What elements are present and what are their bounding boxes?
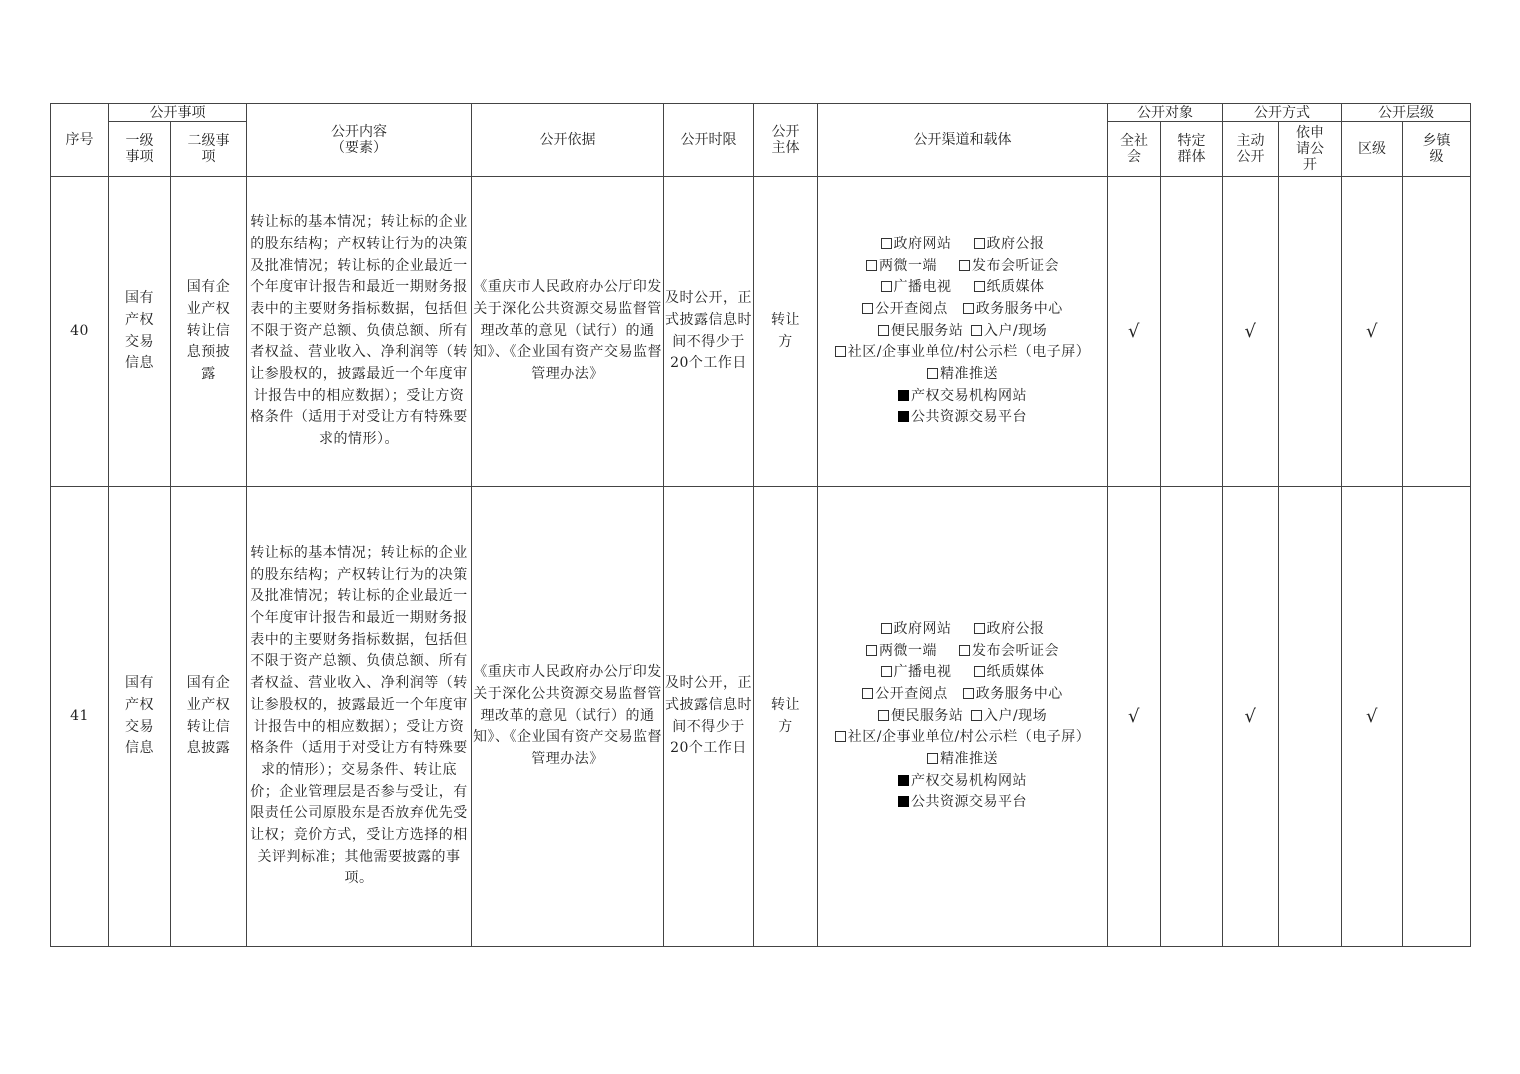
row-method-active-check: √ bbox=[1223, 487, 1279, 947]
channel-label: 入户/现场 bbox=[983, 322, 1048, 339]
channel-label: 发布会听证会 bbox=[972, 257, 1059, 274]
header-basis: 公开依据 bbox=[472, 104, 664, 177]
row-content: 转让标的基本情况；转让标的企业的股东结构；产权转让行为的决策及批准情况；转让标的企业最近一个年度审计报告和最近一期财务报表中的主要财务指标数据，包括但不限于资产总额、负债总额、所有者权益、营业收入、净利润等（转让参股权的，披露最近一个年度审计报告中的相应数据）；受让方资格条件（适用于对受让方有特殊要求的情形）；交易条件、转让底价；企业管理层是否参与受让，有限责任公司原股东是否放弃优先受让权；竞价方式，受让方选择的相关评判标准；其他需要披露的事项。 bbox=[247, 487, 472, 947]
channel-label: 政府公报 bbox=[986, 620, 1045, 637]
checkbox-icon bbox=[963, 303, 974, 314]
channel-label: 广播电视 bbox=[893, 664, 952, 681]
checkbox-icon bbox=[963, 688, 974, 699]
checkbox-checked-icon bbox=[898, 775, 909, 786]
disclosure-table bbox=[50, 103, 1471, 947]
channel-label: 政府网站 bbox=[893, 620, 952, 637]
header-method: 公开方式 bbox=[1223, 104, 1342, 122]
checkbox-icon bbox=[971, 710, 982, 721]
channel-label: 入户/现场 bbox=[983, 707, 1048, 724]
checkbox-icon bbox=[927, 368, 938, 379]
table-row bbox=[51, 487, 1471, 947]
row-subject: 转让方 bbox=[754, 177, 818, 487]
row-tier-town-check bbox=[1403, 177, 1471, 487]
checkbox-icon bbox=[881, 238, 892, 249]
channel-label: 公共资源交易平台 bbox=[911, 409, 1027, 426]
header-public-items: 公开事项 bbox=[109, 104, 247, 122]
channel-label: 便民服务站 bbox=[890, 322, 964, 339]
channel-label: 产权交易机构网站 bbox=[911, 772, 1027, 789]
checkbox-checked-icon bbox=[898, 390, 909, 401]
checkbox-icon bbox=[959, 260, 970, 271]
checkbox-icon bbox=[878, 325, 889, 336]
header-time-limit: 公开时限 bbox=[664, 104, 754, 177]
channel-label: 社区/企事业单位/村公示栏（电子屏） bbox=[847, 344, 1091, 361]
channel-label: 政府公报 bbox=[986, 235, 1045, 252]
checkbox-icon bbox=[971, 325, 982, 336]
checkbox-icon bbox=[974, 238, 985, 249]
checkbox-icon bbox=[862, 688, 873, 699]
header-method-active: 主动公开 bbox=[1223, 122, 1279, 177]
checkbox-checked-icon bbox=[898, 411, 909, 422]
header-tier-district: 区级 bbox=[1342, 122, 1403, 177]
row-channels bbox=[818, 177, 1108, 487]
row-level1: 国有产权交易信息 bbox=[109, 487, 171, 947]
row-target-all-check: √ bbox=[1108, 177, 1161, 487]
checkbox-icon bbox=[866, 260, 877, 271]
row-subject: 转让方 bbox=[754, 487, 818, 947]
channel-label: 发布会听证会 bbox=[972, 642, 1059, 659]
checkbox-icon bbox=[835, 346, 846, 357]
header-target: 公开对象 bbox=[1108, 104, 1223, 122]
channel-label: 广播电视 bbox=[893, 279, 952, 296]
header-content: 公开内容 （要素） bbox=[247, 104, 472, 177]
channel-label: 政务服务中心 bbox=[975, 685, 1063, 702]
header-channel: 公开渠道和载体 bbox=[818, 104, 1108, 177]
checkbox-icon bbox=[974, 623, 985, 634]
checkbox-icon bbox=[866, 645, 877, 656]
table-header bbox=[51, 104, 1471, 177]
row-level1: 国有产权交易信息 bbox=[109, 177, 171, 487]
table-row bbox=[51, 177, 1471, 487]
channel-label: 公开查阅点 bbox=[875, 685, 948, 702]
channel-label: 公共资源交易平台 bbox=[911, 794, 1027, 811]
header-subject: 公开主体 bbox=[754, 104, 818, 177]
row-seq: 41 bbox=[51, 487, 109, 947]
checkbox-icon bbox=[974, 281, 985, 292]
channel-label: 纸质媒体 bbox=[986, 279, 1045, 296]
header-level1: 一级事项 bbox=[109, 122, 171, 177]
channel-label: 纸质媒体 bbox=[986, 664, 1045, 681]
checkbox-icon bbox=[974, 666, 985, 677]
checkbox-icon bbox=[881, 623, 892, 634]
row-content: 转让标的基本情况；转让标的企业的股东结构；产权转让行为的决策及批准情况；转让标的企业最近一个年度审计报告和最近一期财务报表中的主要财务指标数据，包括但不限于资产总额、负债总额、所有者权益、营业收入、净利润等（转让参股权的，披露最近一个年度审计报告中的相应数据）；受让方资格条件（适用于对受让方有特殊要求的情形）。 bbox=[247, 177, 472, 487]
header-level2: 二级事项 bbox=[171, 122, 247, 177]
channel-label: 便民服务站 bbox=[890, 707, 964, 724]
row-method-apply-check bbox=[1279, 177, 1342, 487]
checkbox-icon bbox=[959, 645, 970, 656]
row-channels bbox=[818, 487, 1108, 947]
checkbox-icon bbox=[881, 281, 892, 292]
checkbox-icon bbox=[927, 753, 938, 764]
channel-label: 两微一端 bbox=[879, 642, 937, 659]
channel-label: 精准推送 bbox=[940, 751, 998, 768]
checkbox-icon bbox=[862, 303, 873, 314]
row-basis: 《重庆市人民政府办公厅印发关于深化公共资源交易监督管理改革的意见（试行）的通知》、《企业国有资产交易监督管理办法》 bbox=[472, 487, 664, 947]
channel-label: 两微一端 bbox=[879, 257, 937, 274]
channel-label: 社区/企事业单位/村公示栏（电子屏） bbox=[847, 729, 1091, 746]
checkbox-icon bbox=[881, 666, 892, 677]
channel-label: 政务服务中心 bbox=[975, 300, 1063, 317]
checkbox-checked-icon bbox=[898, 796, 909, 807]
row-target-specific-check bbox=[1161, 487, 1223, 947]
row-time-limit: 及时公开，正式披露信息时间不得少于20个工作日 bbox=[664, 487, 754, 947]
row-level2: 国有企业产权转让信息披露 bbox=[171, 487, 247, 947]
header-method-apply: 依申请公开 bbox=[1279, 122, 1342, 177]
header-tier: 公开层级 bbox=[1342, 104, 1471, 122]
header-target-all: 全社会 bbox=[1108, 122, 1161, 177]
header-target-specific: 特定群体 bbox=[1161, 122, 1223, 177]
row-method-apply-check bbox=[1279, 487, 1342, 947]
channel-label: 政府网站 bbox=[893, 235, 952, 252]
header-seq: 序号 bbox=[51, 104, 109, 177]
row-time-limit: 及时公开，正式披露信息时间不得少于20个工作日 bbox=[664, 177, 754, 487]
channel-label: 精准推送 bbox=[940, 366, 998, 383]
row-target-all-check: √ bbox=[1108, 487, 1161, 947]
row-seq: 40 bbox=[51, 177, 109, 487]
channel-label: 产权交易机构网站 bbox=[911, 387, 1027, 404]
row-tier-town-check bbox=[1403, 487, 1471, 947]
row-basis: 《重庆市人民政府办公厅印发关于深化公共资源交易监督管理改革的意见（试行）的通知》、《企业国有资产交易监督管理办法》 bbox=[472, 177, 664, 487]
channel-label: 公开查阅点 bbox=[875, 300, 948, 317]
checkbox-icon bbox=[835, 731, 846, 742]
header-tier-town: 乡镇级 bbox=[1403, 122, 1471, 177]
row-method-active-check: √ bbox=[1223, 177, 1279, 487]
row-tier-district-check: √ bbox=[1342, 177, 1403, 487]
row-level2: 国有企业产权转让信息预披露 bbox=[171, 177, 247, 487]
row-target-specific-check bbox=[1161, 177, 1223, 487]
row-tier-district-check: √ bbox=[1342, 487, 1403, 947]
checkbox-icon bbox=[878, 710, 889, 721]
